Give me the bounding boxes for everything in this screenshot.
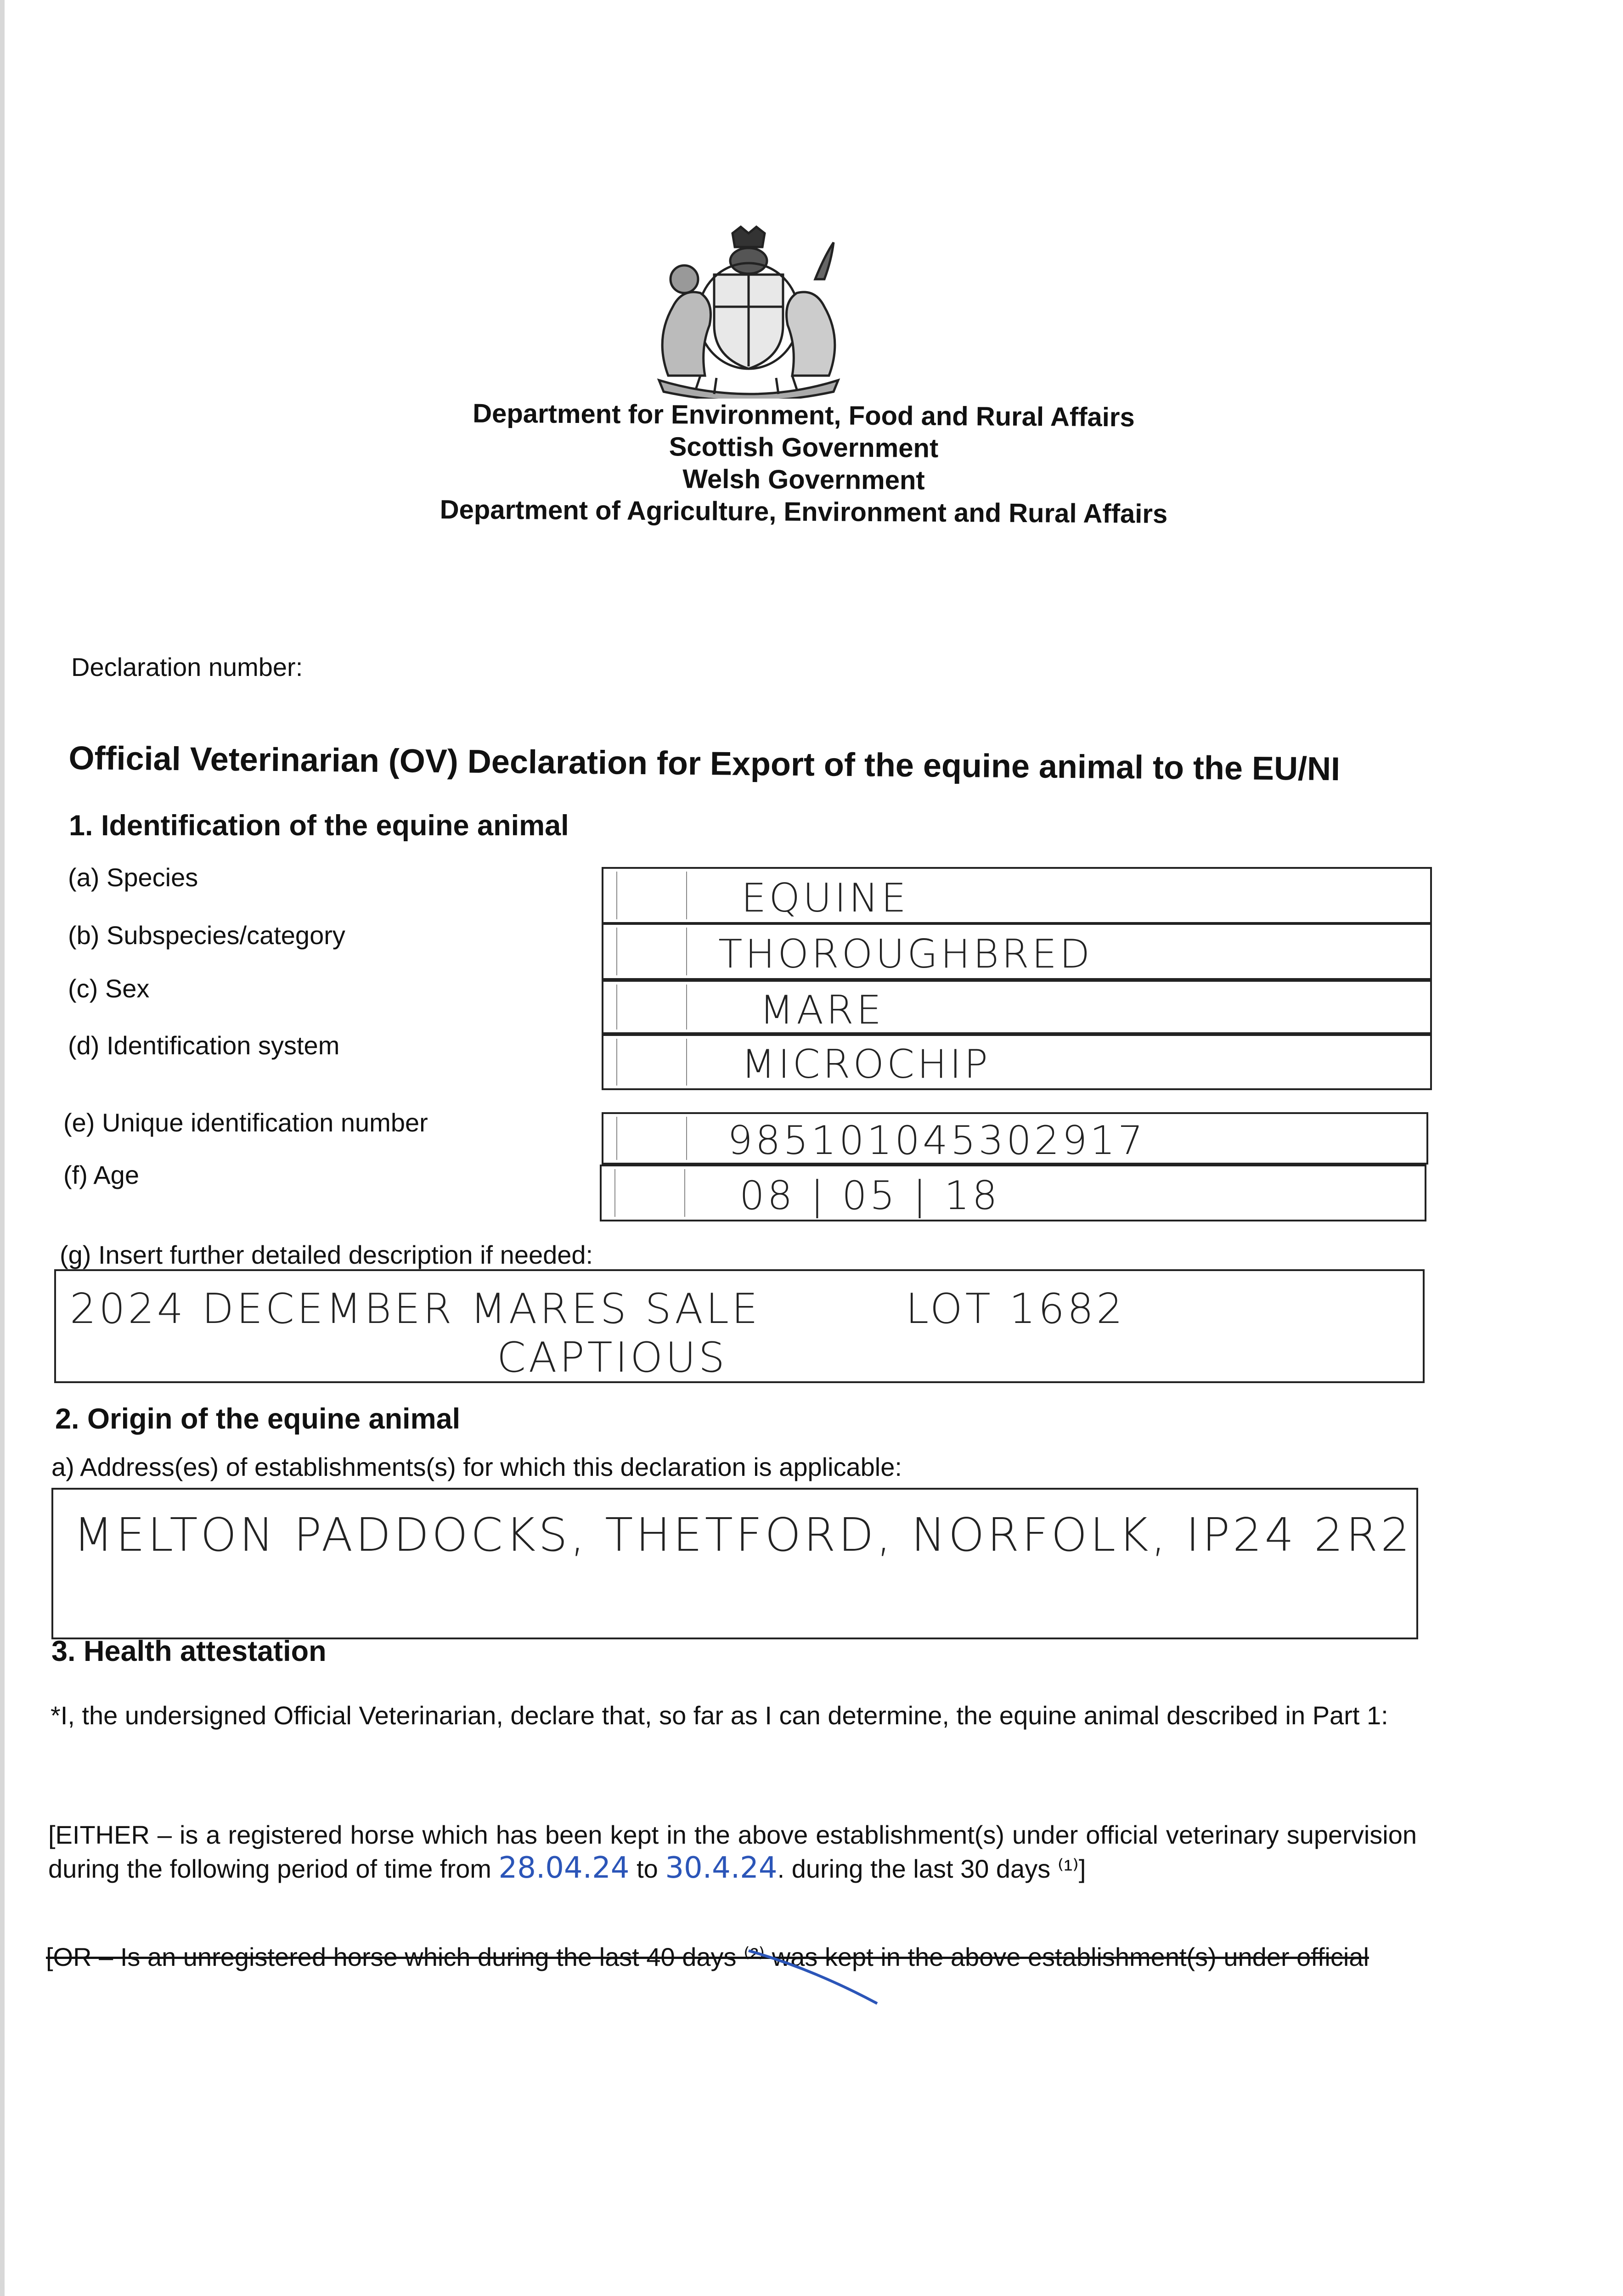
field-label-sex: (c) Sex <box>68 974 150 1003</box>
further-description-field <box>54 1269 1425 1383</box>
header-line: Department for Environment, Food and Rural Affairs <box>473 398 1135 433</box>
scan-edge <box>0 0 5 2296</box>
period-to-word: to <box>637 1854 658 1883</box>
species-value: EQUINE <box>741 875 909 921</box>
header-line: Scottish Government <box>669 432 939 463</box>
age-field <box>600 1165 1426 1221</box>
field-label-species: (a) Species <box>68 863 198 892</box>
unique-id-value: 985101045302917 <box>727 1118 1146 1164</box>
either-clause-end: . during the last 30 days ⁽¹⁾] <box>777 1854 1086 1883</box>
field-label-identification-system: (d) Identification system <box>68 1031 340 1060</box>
declaration-number-label: Declaration number: <box>71 653 303 681</box>
address-label: a) Address(es) of establishments(s) for which this declaration is applicable: <box>51 1452 902 1481</box>
royal-coat-of-arms-icon <box>641 224 857 399</box>
document-title: Official Veterinarian (OV) Declaration for Export of the equine animal to the EU/NI <box>68 740 1341 788</box>
subspecies-field <box>602 923 1432 980</box>
address-value: MELTON PADDOCKS, THETFORD, NORFOLK, IP24 2R2 <box>73 1508 1413 1562</box>
further-description-lot: LOT 1682 <box>906 1285 1126 1333</box>
further-description-label: (g) Insert further detailed description if needed: <box>60 1240 593 1269</box>
sex-value: MARE <box>760 987 885 1033</box>
age-value: 08 | 05 | 18 <box>739 1173 1000 1219</box>
either-clause-text: [EITHER – is a registered horse which has been kept in the above establishment(s) under official veterinary supervision during the following period of time from <box>48 1820 1417 1883</box>
header-line: Welsh Government <box>682 464 925 495</box>
address-field <box>51 1488 1418 1639</box>
further-description-line-1: 2024 DECEMBER MARES SALE <box>70 1285 761 1333</box>
either-clause <box>48 1818 1417 1885</box>
species-field <box>602 867 1432 924</box>
identification-system-field <box>602 1034 1432 1090</box>
section-3-heading: 3. Health attestation <box>51 1635 327 1667</box>
period-from-date: 28.04.24 <box>498 1851 630 1885</box>
health-attestation-intro: *I, the undersigned Official Veterinarian, declare that, so far as I can determine, the equine animal described in Part 1: <box>51 1701 1388 1730</box>
identification-system-value: MICROCHIP <box>741 1041 991 1087</box>
field-label-unique-id: (e) Unique identification number <box>63 1108 428 1137</box>
strike-through-mark-icon <box>744 1941 891 2006</box>
sex-field <box>602 980 1432 1034</box>
field-label-subspecies: (b) Subspecies/category <box>68 921 345 950</box>
or-clause-struck: [OR – Is an unregistered horse which during the last 40 days ⁽²⁾ was kept in the above establishment(s) under official <box>46 1942 1369 1971</box>
section-1-heading: 1. Identification of the equine animal <box>69 810 569 842</box>
further-description-line-2: CAPTIOUS <box>497 1334 728 1382</box>
subspecies-value: THOROUGHBRED <box>718 931 1093 977</box>
field-label-age: (f) Age <box>63 1160 139 1189</box>
period-to-date: 30.4.24 <box>665 1851 778 1885</box>
department-header <box>321 400 1286 528</box>
header-line: Department of Agriculture, Environment and Rural Affairs <box>440 495 1168 529</box>
unique-id-field <box>602 1112 1428 1165</box>
section-2-heading: 2. Origin of the equine animal <box>55 1403 461 1435</box>
